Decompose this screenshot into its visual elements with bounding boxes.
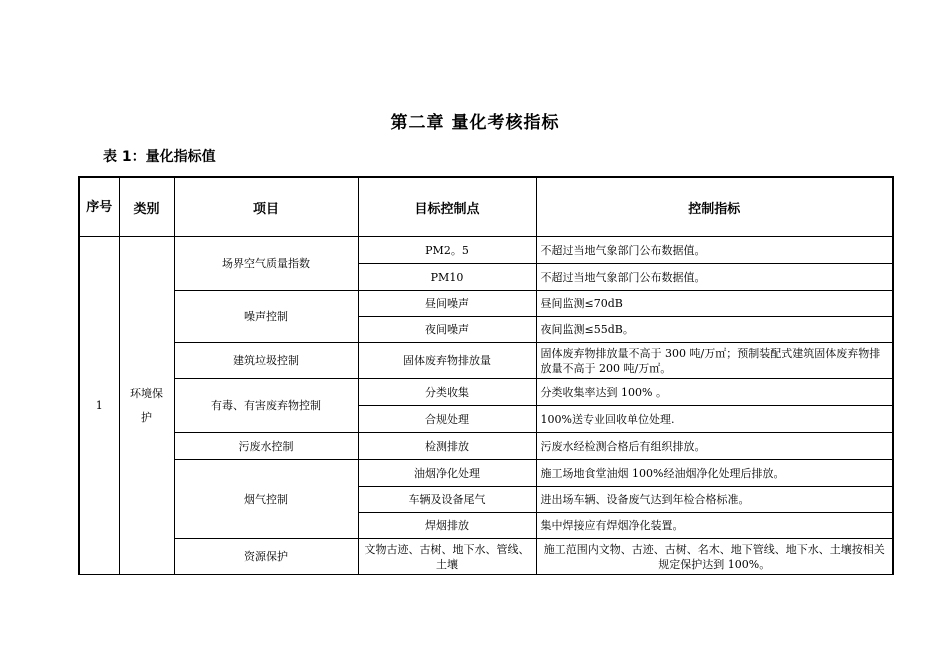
item-cell: 污废水控制: [174, 433, 358, 460]
header-indicator: 控制指标: [536, 177, 893, 237]
control-point-cell: PM10: [358, 264, 536, 291]
item-cell: 建筑垃圾控制: [174, 343, 358, 379]
control-point-cell: 油烟净化处理: [358, 460, 536, 487]
page-title: 第二章 量化考核指标: [390, 113, 560, 133]
indicator-cell: 固体废弃物排放量不高于 300 吨/万㎡；预制装配式建筑固体废弃物排放量不高于 200 吨/万㎡。: [536, 343, 893, 379]
indicator-cell: 施工场地食堂油烟 100%经油烟净化处理后排放。: [536, 460, 893, 487]
indicator-cell: 不超过当地气象部门公布数据值。: [536, 237, 893, 264]
control-point-cell: 检测排放: [358, 433, 536, 460]
control-point-cell: 夜间噪声: [358, 317, 536, 343]
table-row: [79, 460, 893, 487]
header-row: [79, 177, 893, 237]
control-point-cell: PM2。5: [358, 237, 536, 264]
table-row: [79, 539, 893, 575]
indicator-cell: 夜间监测≤55dB。: [536, 317, 893, 343]
indicator-cell: 集中焊接应有焊烟净化装置。: [536, 513, 893, 539]
item-cell: 烟气控制: [174, 460, 358, 539]
indicator-cell: 施工范围内文物、古迹、古树、名木、地下管线、地下水、土壤按相关规定保护达到 100%。: [536, 539, 893, 575]
control-point-cell: 焊烟排放: [358, 513, 536, 539]
item-cell: 资源保护: [174, 539, 358, 575]
table-row: [79, 237, 893, 264]
table-row: [79, 291, 893, 317]
item-cell: 有毒、有害废弃物控制: [174, 379, 358, 433]
indicator-table: [78, 176, 894, 575]
header-control-point: 目标控制点: [358, 177, 536, 237]
header-item: 项目: [174, 177, 358, 237]
control-point-cell: 分类收集: [358, 379, 536, 406]
item-cell: 场界空气质量指数: [174, 237, 358, 291]
seq-cell: 1: [79, 237, 119, 575]
table-caption: 表 1：量化指标值: [103, 149, 216, 165]
header-seq: 序号: [79, 177, 119, 237]
control-point-cell: 文物古迹、古树、地下水、管线、土壤: [358, 539, 536, 575]
control-point-cell: 车辆及设备尾气: [358, 487, 536, 513]
indicator-cell: 不超过当地气象部门公布数据值。: [536, 264, 893, 291]
indicator-cell: 进出场车辆、设备废气达到年检合格标准。: [536, 487, 893, 513]
indicator-cell: 100%送专业回收单位处理.: [536, 406, 893, 433]
category-cell: 环境保护: [119, 237, 174, 575]
control-point-cell: 昼间噪声: [358, 291, 536, 317]
indicator-cell: 分类收集率达到 100% 。: [536, 379, 893, 406]
table-row: [79, 343, 893, 379]
control-point-cell: 固体废弃物排放量: [358, 343, 536, 379]
table-row: [79, 379, 893, 406]
indicator-cell: 昼间监测≤70dB: [536, 291, 893, 317]
table-row: [79, 433, 893, 460]
control-point-cell: 合规处理: [358, 406, 536, 433]
header-category: 类别: [119, 177, 174, 237]
indicator-cell: 污废水经检测合格后有组织排放。: [536, 433, 893, 460]
item-cell: 噪声控制: [174, 291, 358, 343]
